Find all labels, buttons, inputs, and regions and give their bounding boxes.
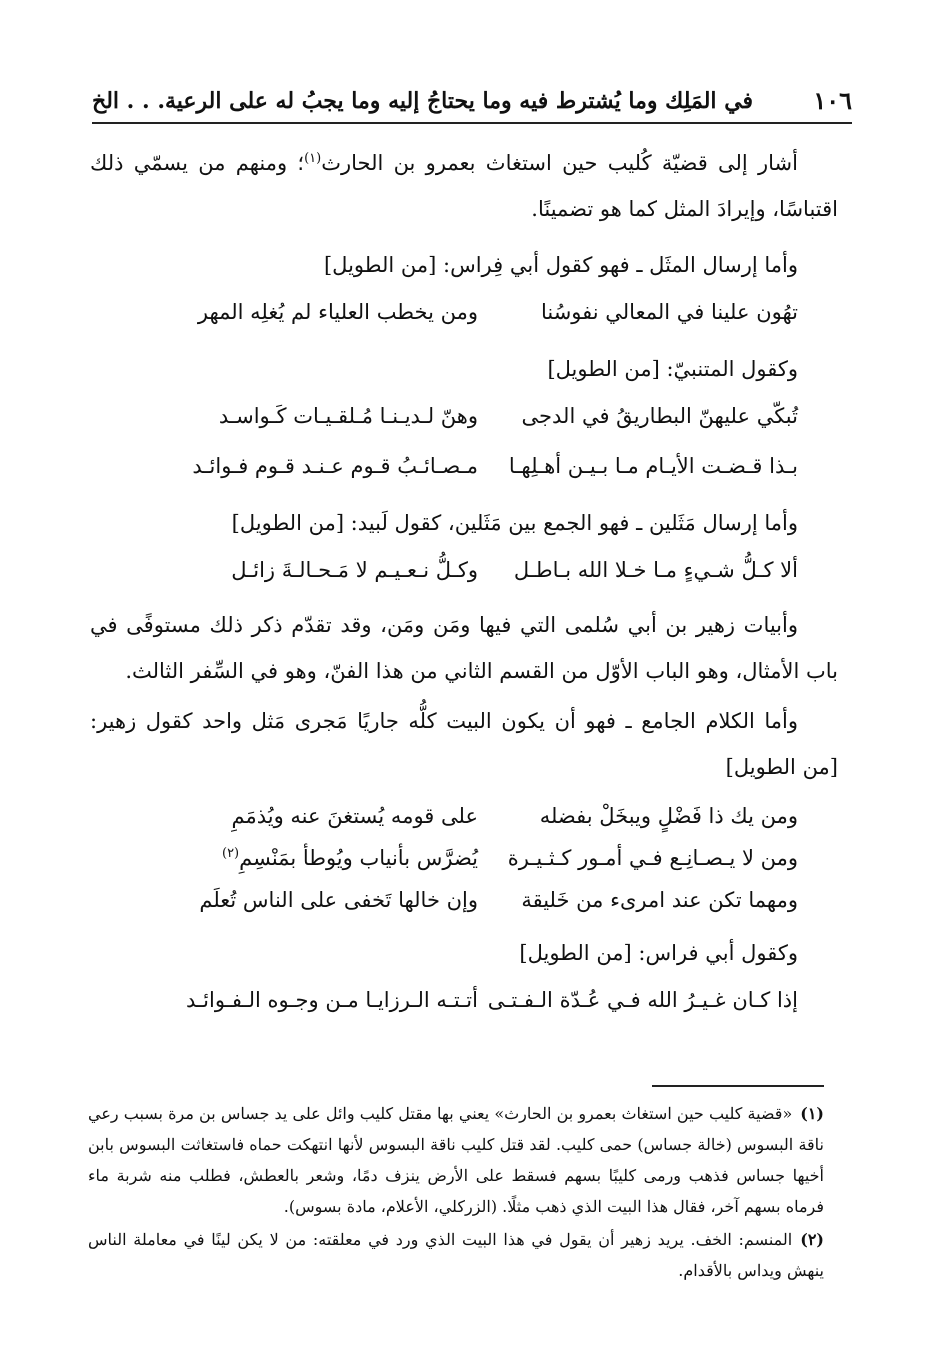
footnote-2 <box>88 1224 824 1286</box>
verse-7-second-hemistich: وإن خالها تَخفى على الناس تُعلَم <box>199 888 478 912</box>
running-title: في المَلِك وما يُشترط فيه وما يحتاجُ إليه وما يجبُ له على الرعية. . . الخ <box>92 88 754 114</box>
verse-2 <box>90 396 838 446</box>
verse-1-second-hemistich: ومن يخطب العلياء لم يُغلِه المهر <box>197 300 478 324</box>
verse-8-second-hemistich: أتـتـه الـرزايـا مـن وجـوه الـفـوائـد <box>185 988 478 1012</box>
verse-1-first-hemistich: تهُون علينا في المعالي نفوسُنا <box>540 300 798 324</box>
footnote-1-text: «قضية كليب حين استغاث بعمرو بن الحارث» يعني بها مقتل كليب وائل على يد جساس بن مرة بسبب رعي ناقة البسوس (خالة جساس) حمى كليب. لقد قتل كليب ناقة البسوس لأنها انتهكت حماه فاستغاثت البسوس بابن أخيها جساس فذهب ورمى كليبًا بسهم فسقط على الأرض ينزف دمًا، وشعر بالعطش، فطلب منه شربة ماء فرماه بسهم آخر، فقال هذا البيت الذي ذهب مثلًا. (الزركلي، الأعلام، مادة بسوس). <box>88 1104 824 1216</box>
verse-8-first-hemistich: إذا كـان غـيـرُ الله فـي عُـدّة الـفـتـى <box>487 988 798 1012</box>
verse-5-second-hemistich: على قومه يُستغنَ عنه ويُذمَمِ <box>231 804 478 828</box>
verse-2-second-hemistich: وهنّ لـديـنـا مُـلقـيـات كَـواسـد <box>218 404 478 428</box>
verse-7 <box>90 880 838 922</box>
intro-line-3: وأما إرسال مَثَلين ـ فهو الجمع بين مَثَلين، كقول لَبيد: [من الطويل] <box>231 511 798 535</box>
page-number: ١٠٦ <box>813 86 852 115</box>
paragraph-1-rest: ؛ ومنهم من يسمّي ذلك اقتباسًا، وإيرادَ المثل كما هو تضمينًا. <box>90 151 838 221</box>
verse-1 <box>90 292 838 342</box>
verse-4-second-hemistich: وكـلُّ نـعـيـم لا مَـحـالـةَ زائـل <box>231 558 478 582</box>
footnote-ref-2: (٢) <box>221 846 240 861</box>
verse-8 <box>90 980 838 1030</box>
paragraph-3: وأما الكلام الجامع ـ فهو أن يكون البيت كلُّه جاريًا مَجرى مَثل واحد كقول زهير: [من الطويل] <box>90 709 838 779</box>
footnote-ref-1: (١) <box>304 151 322 166</box>
verse-5-first-hemistich: ومن يك ذا فَضْلٍ ويبخَلْ بفضله <box>539 804 798 828</box>
footnote-2-number: (٢) <box>800 1230 824 1249</box>
verse-2-first-hemistich: تُبكّي عليهنّ البطاريقُ في الدجى <box>521 404 798 428</box>
verse-3-first-hemistich: بـذا قـضـت الأيـام مـا بـيـن أهـلِهـا <box>508 454 798 478</box>
paragraph-1-text: أشار إلى قضيّة كُليب حين استغاث بعمرو بن الحارث <box>321 151 798 175</box>
paragraph-1 <box>90 136 838 232</box>
footnote-2-text: المنسم: الخف. يريد زهير أن يقول في هذا البيت الذي ورد في معلقته: من لا يكن لينًا في معاملة الناس ينهش ويداس بالأقدام. <box>88 1230 824 1280</box>
verse-3 <box>90 446 838 496</box>
footnote-1 <box>88 1098 824 1222</box>
verse-6-second-hemistich-text: يُضرَّس بأنياب ويُوطأ بمَنْسِمِ <box>239 846 478 870</box>
intro-line-2: وكقول المتنبيّ: [من الطويل] <box>547 357 798 381</box>
footnotes <box>88 1098 824 1288</box>
verse-5 <box>90 796 838 838</box>
page-body <box>90 136 838 1030</box>
verse-4 <box>90 550 838 600</box>
verse-7-first-hemistich: ومهما تكن عند امرىء من خَليقة <box>521 888 798 912</box>
verse-6-second-hemistich <box>222 846 478 870</box>
page-header <box>92 82 852 124</box>
verse-4-first-hemistich: ألا كـلُّ شـيءٍ مـا خـلا الله بـاطـل <box>513 558 798 582</box>
intro-line-1: وأما إرسال المثَل ـ فهو كقول أبي فِراس: [من الطويل] <box>323 253 798 277</box>
paragraph-2: وأبيات زهير بن أبي سُلمى التي فيها ومَن ومَن، وقد تقدّم ذكر ذلك مستوفًى في باب الأمثال، وهو الباب الأوّل من القسم الثاني من هذا الفنّ، وهو في السِّفر الثالث. <box>90 613 838 683</box>
intro-line-4: وكقول أبي فراس: [من الطويل] <box>519 941 798 965</box>
footnote-divider <box>652 1085 824 1087</box>
footnote-1-number: (١) <box>800 1104 824 1123</box>
verse-6-first-hemistich: ومن لا يـصـانِـع فـي أمـور كـثـيـرة <box>507 846 798 870</box>
verse-3-second-hemistich: مـصـائـبُ قـوم عـنـد قـوم فـوائـد <box>192 454 478 478</box>
verse-6 <box>90 838 838 880</box>
